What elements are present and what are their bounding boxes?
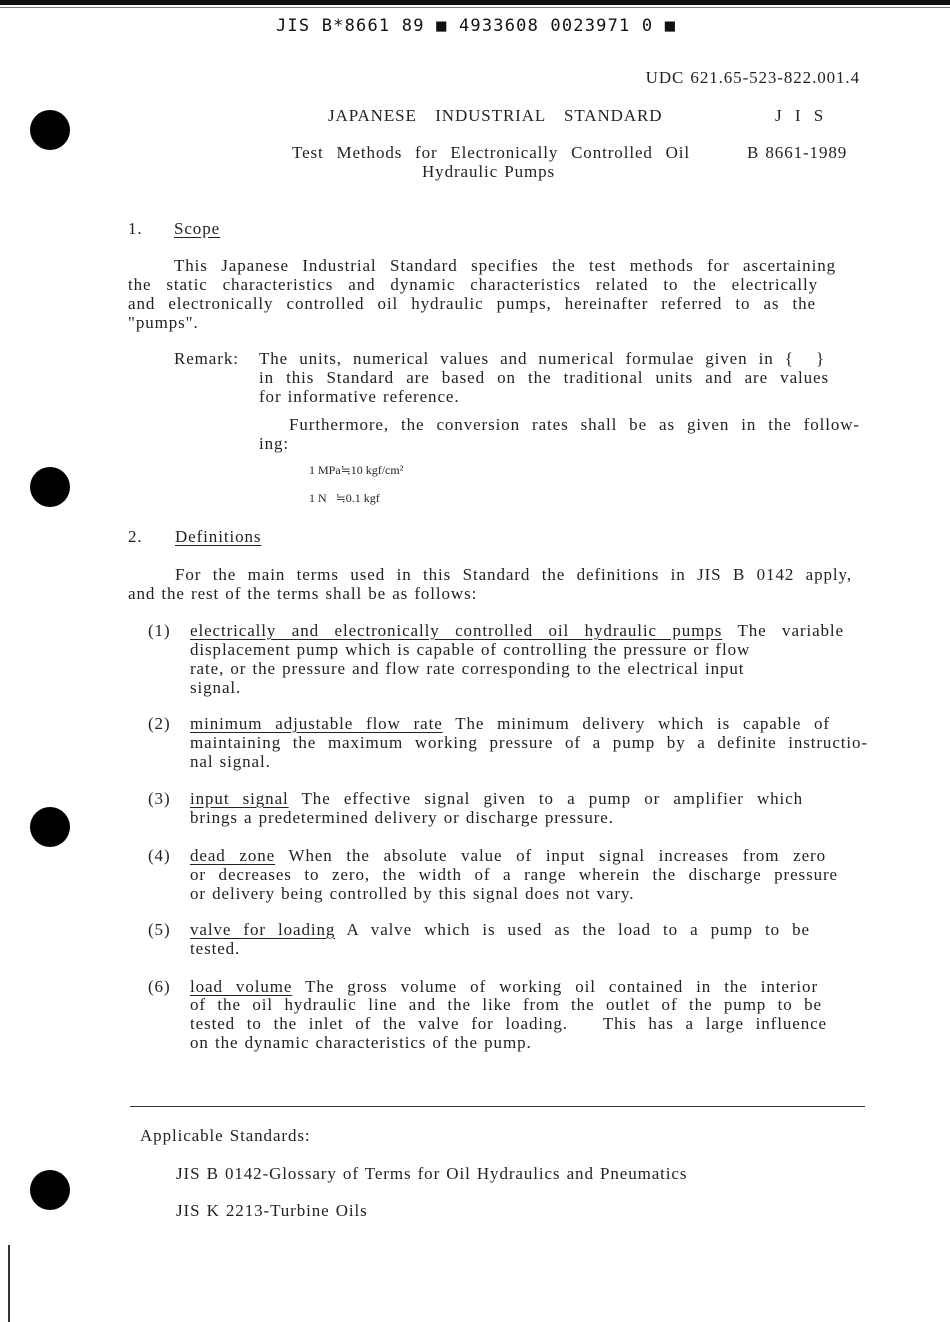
title-line-1: Test Methods for Electronically Controlled Oil <box>292 143 690 162</box>
scan-edge-line <box>8 1245 10 1322</box>
definitions-intro-line: For the main terms used in this Standard the definitions in JIS B 0142 apply, <box>175 565 852 584</box>
jis-label: J I S <box>775 106 828 125</box>
remark-line: in this Standard are based on the traditional units and are values <box>259 368 829 387</box>
definition-text: rate, or the pressure and flow rate corresponding to the electrical input <box>190 659 745 678</box>
conversion-intro-line: Furthermore, the conversion rates shall be as given in the follow- <box>289 415 860 434</box>
definition-text: nal signal. <box>190 752 271 771</box>
definition-text: The variable <box>737 621 844 640</box>
remark-label: Remark: <box>174 349 239 368</box>
definition-number: (2) <box>148 714 171 733</box>
definition-text: maintaining the maximum working pressure of a pump by a definite instructio- <box>190 733 868 752</box>
conversion-intro-line: ing: <box>259 434 290 453</box>
applicable-standards-heading: Applicable Standards: <box>140 1126 311 1145</box>
standard-number: B 8661-1989 <box>747 143 848 162</box>
standard-label: JAPANESE INDUSTRIAL STANDARD <box>328 106 663 125</box>
definition-text: tested. <box>190 939 241 958</box>
punch-hole <box>30 807 70 847</box>
header-barcode-text: JIS B*8661 89 ■ 4933608 0023971 0 ■ <box>276 16 677 36</box>
definition-term: valve for loading <box>190 920 336 939</box>
definition-term: input signal <box>190 789 289 808</box>
punch-hole <box>30 467 70 507</box>
scope-line: This Japanese Industrial Standard specifies the test methods for ascertaining <box>174 256 836 275</box>
section-1-heading: Scope <box>174 219 221 238</box>
conversion-mpa: 1 MPa≒10 kgf/cm² <box>309 463 404 477</box>
scan-top-line <box>0 7 950 8</box>
definition-text: The gross volume of working oil contained in the interior <box>305 977 819 996</box>
definition-term: load volume <box>190 977 293 996</box>
definition-text: or delivery being controlled by this signal does not vary. <box>190 884 635 903</box>
definition-term: minimum adjustable flow rate <box>190 714 443 733</box>
conversion-newton: 1 N ≒0.1 kgf <box>309 491 380 505</box>
scope-line: the static characteristics and dynamic characteristics related to the electrically <box>128 275 818 294</box>
definition-number: (5) <box>148 920 171 939</box>
definition-text: on the dynamic characteristics of the pump. <box>190 1033 532 1052</box>
definitions-intro-line: and the rest of the terms shall be as follows: <box>128 584 478 603</box>
section-1-number: 1. <box>128 219 143 238</box>
scope-line: "pumps". <box>128 313 199 332</box>
definition-number: (6) <box>148 977 171 996</box>
definition-text: of the oil hydraulic line and the like from the outlet of the pump to be <box>190 995 822 1014</box>
definition-number: (4) <box>148 846 171 865</box>
section-2-heading: Definitions <box>175 527 262 546</box>
title-line-2: Hydraulic Pumps <box>422 162 556 181</box>
udc-number: UDC 621.65-523-822.001.4 <box>645 68 860 87</box>
applicable-standard: JIS B 0142-Glossary of Terms for Oil Hydraulics and Pneumatics <box>176 1164 688 1183</box>
definition-term: electrically and electronically controlled oil hydraulic pumps <box>190 621 723 640</box>
definition-number: (1) <box>148 621 171 640</box>
definition-text: When the absolute value of input signal increases from zero <box>288 846 826 865</box>
definition-text: signal. <box>190 678 242 697</box>
definition-text: tested to the inlet of the valve for loading. This has a large influence <box>190 1014 827 1033</box>
punch-hole <box>30 110 70 150</box>
definition-text: A valve which is used as the load to a pump to be <box>346 920 810 939</box>
definition-text: The minimum delivery which is capable of <box>455 714 830 733</box>
definition-term: dead zone <box>190 846 276 865</box>
punch-hole <box>30 1170 70 1210</box>
footnote-divider <box>130 1106 865 1107</box>
remark-line: The units, numerical values and numerical formulae given in { } <box>259 349 825 368</box>
definition-number: (3) <box>148 789 171 808</box>
section-2-number: 2. <box>128 527 143 546</box>
definition-text: brings a predetermined delivery or discharge pressure. <box>190 808 614 827</box>
applicable-standard: JIS K 2213-Turbine Oils <box>176 1201 368 1220</box>
definition-text: displacement pump which is capable of controlling the pressure or flow <box>190 640 751 659</box>
scan-top-bar <box>0 0 950 5</box>
definition-text: or decreases to zero, the width of a range wherein the discharge pressure <box>190 865 838 884</box>
definition-text: The effective signal given to a pump or amplifier which <box>301 789 803 808</box>
remark-line: for informative reference. <box>259 387 460 406</box>
scope-line: and electronically controlled oil hydraulic pumps, hereinafter referred to as the <box>128 294 816 313</box>
